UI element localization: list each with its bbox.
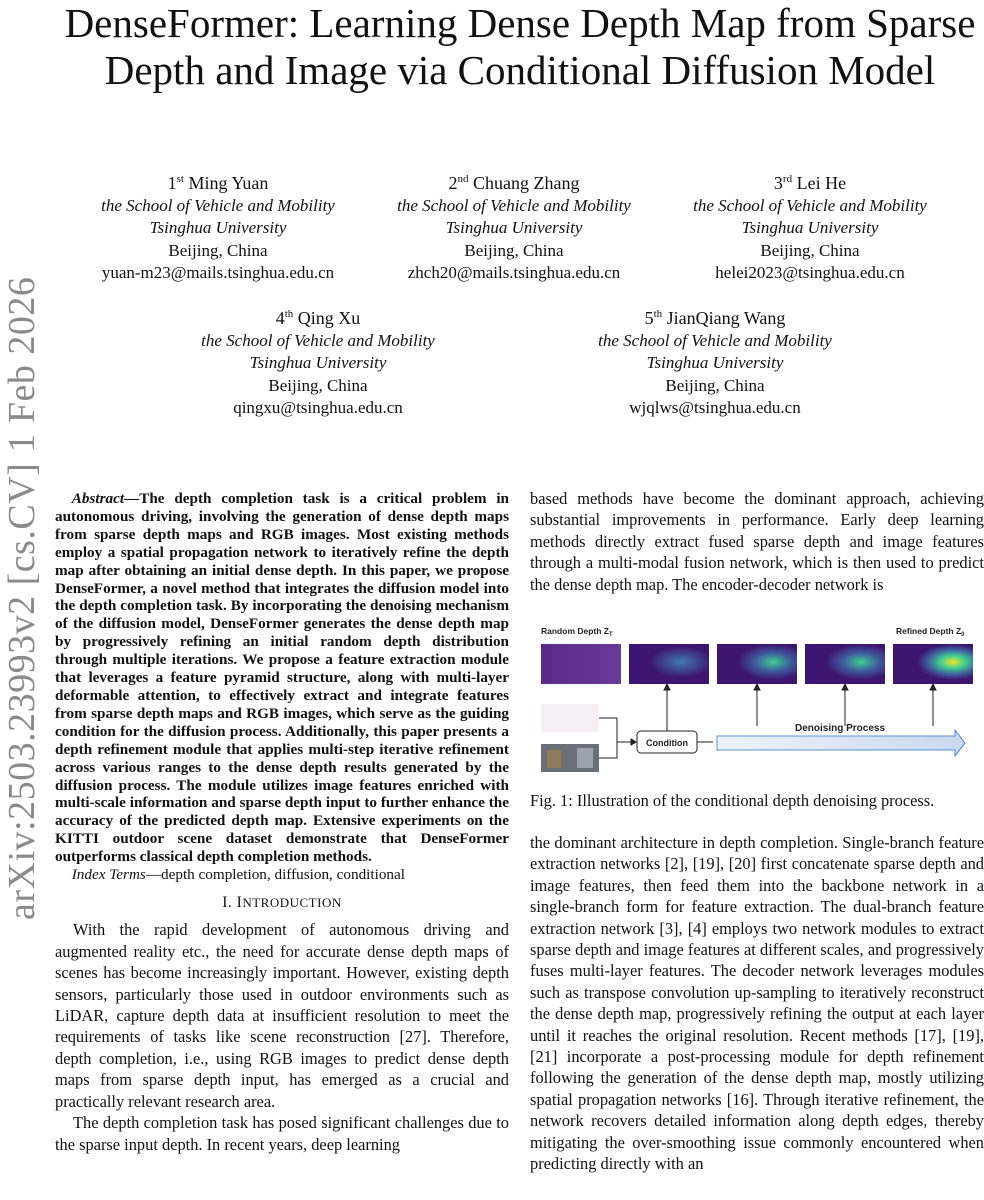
author-location: Beijing, China: [760, 240, 860, 260]
author-location: Beijing, China: [464, 240, 564, 260]
author-name: 5th JianQiang Wang: [644, 308, 786, 328]
author-email: wjqlws@tsinghua.edu.cn: [629, 398, 801, 417]
author-university: Tsinghua University: [646, 353, 784, 372]
author-location: Beijing, China: [168, 240, 268, 260]
label-refined-depth: Refined Depth $Z_0$: [896, 626, 965, 638]
depth-map-step-3: [805, 644, 885, 684]
depth-map-step-1: [629, 644, 709, 684]
author-location: Beijing, China: [268, 375, 368, 395]
right-paragraph-2: the dominant architecture in depth completion. Single-branch feature extraction networks [2], [19], [20] first concatenate sparse depth and image features, then feed them into the backbone network in a single-branch form for feature extraction. The dual-branch feature extraction network [3], [4] employs two network modules to extract sparse depth and image features at different scales, and progressively fuses multi-layer features. The decoder network leverages modules such as transpose convolution up-sampling to iteratively reconstruct the dense depth map, progressively refining the output at each layer until it reaches the original resolution. Recent methods [17], [19], [21] incorporate a post-processing module for depth refinement following the generation of the dense depth map, mostly utilizing spatial propagation networks [16]. Through iterative refinement, the network recovers detailed information along depth edges, thereby mitigating the over-smoothing issue commonly encountered when predicting directly with an: [530, 833, 984, 1174]
figure-diffusion-process: [537, 616, 977, 791]
depth-map-refined: [893, 644, 973, 684]
author-name: 3rd Lei He: [773, 173, 847, 193]
author-3: [660, 168, 960, 285]
author-university: Tsinghua University: [249, 353, 387, 372]
depth-map-random: [541, 644, 621, 684]
right-column-top: [530, 488, 984, 595]
author-affiliation: the School of Vehicle and Mobility: [598, 330, 832, 350]
label-random-depth: Random Depth $Z_T$: [541, 626, 613, 638]
intro-paragraph-2: The depth completion task has posed significant challenges due to the sparse input depth. In recent years, deep learning: [55, 1113, 509, 1154]
author-location: Beijing, China: [665, 375, 765, 395]
rgb-image-detail: [547, 750, 561, 768]
author-email: helei2023@tsinghua.edu.cn: [715, 263, 905, 282]
author-email: zhch20@mails.tsinghua.edu.cn: [407, 263, 621, 282]
author-affiliation: the School of Vehicle and Mobility: [201, 330, 435, 350]
author-university: Tsinghua University: [741, 218, 879, 237]
author-name: 1st Ming Yuan: [167, 173, 269, 193]
condition-label: Condition: [646, 738, 688, 748]
right-paragraph-1: based methods have become the dominant approach, achieving substantial improvements in performance. Early deep learning methods directly extract fused sparse depth and image features through a multi-modal fusion network, which is then used to predict the dense depth map. The encoder-decoder network is: [530, 489, 984, 594]
input-connectors: [599, 718, 636, 758]
depth-map-step-2: [717, 644, 797, 684]
author-affiliation: the School of Vehicle and Mobility: [397, 195, 631, 215]
arxiv-watermark: arXiv:2503.23993v2 [cs.CV] 1 Feb 2026: [1, 276, 43, 920]
author-5: [565, 303, 865, 420]
index-terms: Index Terms—depth completion, diffusion, conditional: [71, 866, 405, 884]
rgb-image-detail-2: [577, 748, 593, 768]
right-column-bottom: [530, 832, 984, 1175]
author-affiliation: the School of Vehicle and Mobility: [101, 195, 335, 215]
author-2: [364, 168, 664, 285]
author-name: 4th Qing Xu: [275, 308, 361, 328]
author-university: Tsinghua University: [445, 218, 583, 237]
author-name: 2nd Chuang Zhang: [448, 173, 580, 193]
author-email: yuan-m23@mails.tsinghua.edu.cn: [101, 263, 335, 282]
author-1: [68, 168, 368, 285]
author-email: qingxu@tsinghua.edu.cn: [233, 398, 403, 417]
figure-caption: Fig. 1: Illustration of the conditional depth denoising process.: [530, 791, 935, 810]
paper-title: DenseFormer: Learning Dense Depth Map from Sparse Depth and Image via Conditional Diffusion Model: [64, 0, 976, 93]
author-4: [168, 303, 468, 420]
section-heading-introduction: I. INTRODUCTION: [222, 894, 342, 912]
intro-paragraph-1: With the rapid development of autonomous driving and augmented reality etc., the need for accurate dense depth maps of scenes has become increasingly important. However, existing depth sensors, particularly those used in outdoor environments such as LiDAR, capture depth data at insufficient resolution to meet the requirements of tasks like scene reconstruction [27]. Therefore, depth completion, i.e., using RGB images to predict dense depth maps from sparse depth input, has emerged as a crucial and practically relevant research area.: [55, 920, 509, 1111]
author-university: Tsinghua University: [149, 218, 287, 237]
left-column: [55, 490, 509, 1155]
abstract: Abstract—The depth completion task is a critical problem in autonomous driving, involving the generation of dense depth maps from sparse depth maps and RGB images. Most existing methods employ a spatial propagation network to iteratively refine the depth map after obtaining an initial dense depth. In this paper, we propose DenseFormer, a novel method that integrates the diffusion model into the depth completion task. By incorporating the denoising mechanism of the diffusion model, DenseFormer generates the dense depth map by progressively refining an initial random depth distribution through multiple iterations. We propose a feature extraction module that leverages a feature pyramid structure, along with multi-layer deformable attention, to effectively extract and integrate features from sparse depth maps and RGB images, which serve as the guiding condition for the diffusion process. Additionally, this paper presents a depth refinement module that applies multi-step iterative refinement across various ranges to the dense depth results generated by the diffusion process. The module utilizes image features enriched with multi-scale information and sparse depth input to further enhance the accuracy of the predicted depth map. Extensive experiments on the KITTI outdoor scene dataset demonstrate that DenseFormer outperforms classical depth completion methods.: [55, 490, 509, 866]
sparse-depth-input: [541, 704, 599, 732]
author-affiliation: the School of Vehicle and Mobility: [693, 195, 927, 215]
denoising-label: Denoising Process: [794, 723, 886, 734]
